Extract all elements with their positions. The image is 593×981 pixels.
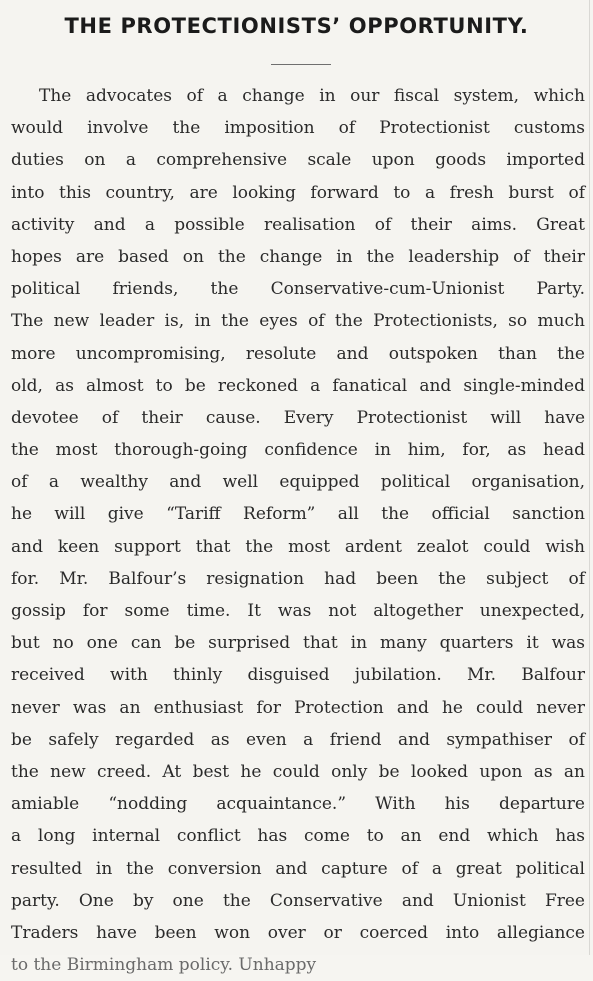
body-line: hopes are based on the change in the leadership of their: [11, 246, 585, 267]
body-line: devotee of their cause. Every Protectionist will have: [11, 407, 585, 428]
body-line: gossip for some time. It was not altogether unexpected,: [11, 601, 585, 621]
body-line: never was an enthusiast for Protection and he could never: [11, 697, 585, 718]
body-line: activity and a possible realisation of their aims. Great: [11, 214, 585, 235]
body-line: he will give “Tariff Reform” all the official sanction: [11, 504, 585, 525]
body-line: more uncompromising, resolute and outspoken than the: [11, 343, 585, 364]
body-line: be safely regarded as even a friend and sympathiser of: [11, 729, 585, 750]
body-line: the new creed. At best he could only be looked upon as an: [11, 761, 585, 782]
title-divider: [271, 64, 331, 65]
body-line: would involve the imposition of Protectionist customs: [11, 118, 585, 139]
body-line: old, as almost to be reckoned a fanatical and single-minded: [11, 375, 585, 396]
body-line: but no one can be surprised that in many quarters it was: [11, 633, 585, 654]
body-line: amiable “nodding acquaintance.” With his departure: [11, 794, 585, 815]
body-line: The advocates of a change in our fiscal system, which: [39, 86, 585, 106]
body-line: resulted in the conversion and capture of a great political: [11, 858, 585, 879]
body-line: received with thinly disguised jubilation. Mr. Balfour: [11, 665, 585, 686]
body-line: Traders have been won over or coerced into allegiance: [11, 922, 585, 943]
body-line: political friends, the Conservative-cum-Unionist Party.: [11, 279, 585, 300]
body-line: party. One by one the Conservative and Unionist Free: [11, 890, 585, 911]
body-line: and keen support that the most ardent zealot could wish: [11, 536, 585, 557]
article-body: [11, 80, 585, 981]
body-line: a long internal conflict has come to an end which has: [11, 826, 585, 847]
body-line-cut-off: to the Birmingham policy. Unhappy: [11, 955, 317, 976]
article-title: THE PROTECTIONISTS’ OPPORTUNITY.: [64, 14, 529, 38]
body-line: of a wealthy and well equipped political organisation,: [11, 472, 585, 493]
body-line: for. Mr. Balfour’s resignation had been the subject of: [11, 568, 585, 589]
body-line: The new leader is, in the eyes of the Protectionists, so much: [11, 311, 585, 332]
body-line: duties on a comprehensive scale upon goods imported: [11, 150, 585, 171]
body-line: the most thorough-going confidence in him, for, as head: [11, 440, 585, 461]
column-edge: [589, 0, 590, 955]
body-line: into this country, are looking forward to a fresh burst of: [11, 182, 585, 203]
